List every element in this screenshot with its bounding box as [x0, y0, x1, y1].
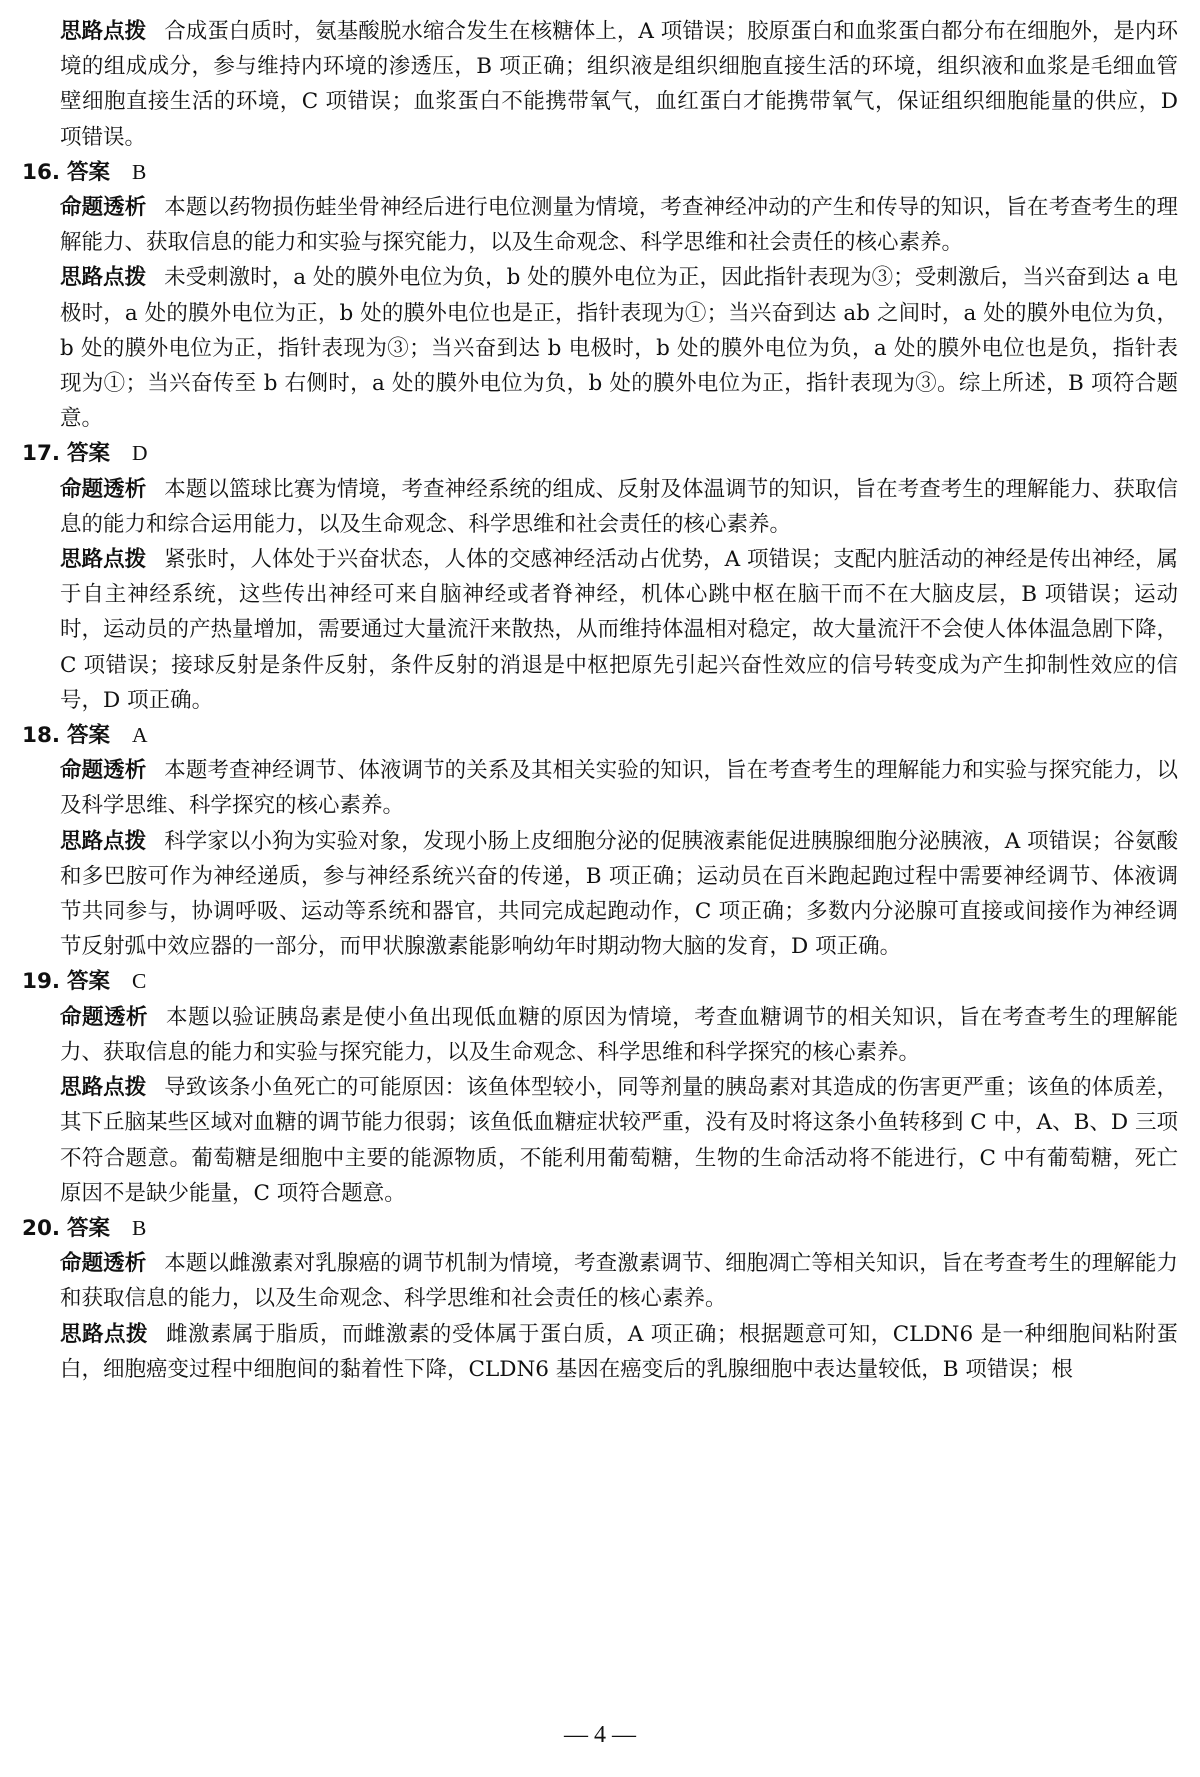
paragraph-label: 思路点拨 [60, 828, 147, 854]
answer-label: 答案 [66, 723, 110, 749]
reasoning-paragraph [60, 260, 1178, 436]
question-number: 16. [22, 159, 61, 185]
answer-label: 答案 [66, 969, 110, 995]
paragraph-text: 导致该条小鱼死亡的可能原因：该鱼体型较小，同等剂量的胰岛素对其造成的伤害更严重；该鱼的体质差，其下丘脑某些区域对血糖的调节能力很弱；该鱼低血糖症状较严重，没有及时将这条小鱼转移到 C 中，A、B、D 三项不符合题意。葡萄糖是细胞中主要的能源物质，不能利用葡萄糖，生物的生命活动将不能进行，C 中有葡萄糖，死亡原因不是缺少能量，C 项符合题意。 [60, 1075, 1178, 1206]
paragraph-text: 本题考查神经调节、体液调节的关系及其相关实验的知识，旨在考查考生的理解能力和实验与探究能力，以及科学思维、科学探究的核心素养。 [60, 758, 1178, 819]
paragraph-text: 本题以篮球比赛为情境，考查神经系统的组成、反射及体温调节的知识，旨在考查考生的理解能力、获取信息的能力和综合运用能力，以及生命观念、科学思维和社会责任的核心素养。 [60, 476, 1178, 537]
answer-line-17 [22, 436, 1178, 471]
answer-line-19 [22, 964, 1178, 999]
answer-value: B [131, 1215, 147, 1240]
reasoning-paragraph [60, 1070, 1178, 1211]
answer-value: C [131, 969, 147, 994]
paragraph-label: 命题透析 [60, 476, 147, 502]
answer-label: 答案 [66, 441, 110, 467]
paragraph-text: 本题以验证胰岛素是使小鱼出现低血糖的原因为情境，考查血糖调节的相关知识，旨在考查考生的理解能力、获取信息的能力和实验与探究能力，以及生命观念、科学思维和科学探究的核心素养。 [60, 1004, 1178, 1065]
paragraph-text: 本题以雌激素对乳腺癌的调节机制为情境，考查激素调节、细胞凋亡等相关知识，旨在考查考生的理解能力和获取信息的能力，以及生命观念、科学思维和社会责任的核心素养。 [60, 1251, 1178, 1312]
answer-value: A [131, 723, 148, 748]
question-number: 20. [22, 1215, 61, 1241]
paragraph-label: 思路点拨 [60, 547, 147, 573]
answer-line-16 [22, 155, 1178, 190]
paragraph-label: 思路点拨 [60, 19, 147, 44]
paragraph-text: 紧张时，人体处于兴奋状态，人体的交感神经活动占优势，A 项错误；支配内脏活动的神经是传出神经，属于自主神经系统，这些传出神经可来自脑神经或者脊神经，机体心跳中枢在脑干而不在大脑皮层，B 项错误；运动时，运动员的产热量增加，需要通过大量流汗来散热，从而维持体温相对稳定，故大量流汗不会使人体体温急剧下降，C 项错误；接球反射是条件反射，条件反射的消退是中枢把原先引起兴奋性效应的信号转变成为产生抑制性效应的信号，D 项正确。 [60, 547, 1179, 713]
paragraph-label: 思路点拨 [60, 265, 147, 291]
analysis-paragraph [60, 1000, 1178, 1070]
paragraph-label: 命题透析 [60, 1004, 149, 1030]
analysis-paragraph [60, 1246, 1178, 1316]
answer-line-20 [22, 1211, 1178, 1246]
question-number: 17. [22, 441, 61, 467]
reasoning-paragraph [60, 542, 1178, 718]
answer-label: 答案 [66, 1215, 110, 1241]
question-number: 19. [22, 969, 61, 995]
paragraph-label: 思路点拨 [60, 1321, 148, 1347]
answer-label: 答案 [66, 159, 110, 185]
reasoning-paragraph [60, 14, 1178, 155]
answer-value: D [131, 441, 148, 466]
paragraph-label: 思路点拨 [60, 1075, 147, 1101]
reasoning-paragraph [60, 1317, 1178, 1387]
answer-line-18 [22, 718, 1178, 753]
paragraph-label: 命题透析 [60, 195, 147, 221]
analysis-paragraph [60, 190, 1178, 260]
analysis-paragraph [60, 753, 1178, 823]
paragraph-label: 命题透析 [60, 758, 147, 784]
page-number: — 4 — [564, 1722, 636, 1748]
paragraph-label: 命题透析 [60, 1251, 147, 1277]
paragraph-text: 雌激素属于脂质，而雌激素的受体属于蛋白质，A 项正确；根据题意可知，CLDN6 是一种细胞间粘附蛋白，细胞癌变过程中细胞间的黏着性下降，CLDN6 基因在癌变后的乳腺细胞中表达量较低，B 项错误；根 [60, 1321, 1178, 1382]
paragraph-text: 合成蛋白质时，氨基酸脱水缩合发生在核糖体上，A 项错误；胶原蛋白和血浆蛋白都分布在细胞外，是内环境的组成成分，参与维持内环境的渗透压，B 项正确；组织液是组织细胞直接生活的环境，组织液和血浆是毛细血管壁细胞直接生活的环境，C 项错误；血浆蛋白不能携带氧气，血红蛋白才能携带氧气，保证组织细胞能量的供应，D 项错误。 [60, 19, 1178, 150]
question-number: 18. [22, 723, 61, 749]
analysis-paragraph [60, 472, 1178, 542]
paragraph-text: 本题以药物损伤蛙坐骨神经后进行电位测量为情境，考查神经冲动的产生和传导的知识，旨在考查考生的理解能力、获取信息的能力和实验与探究能力，以及生命观念、科学思维和社会责任的核心素养。 [60, 195, 1178, 256]
paragraph-text: 科学家以小狗为实验对象，发现小肠上皮细胞分泌的促胰液素能促进胰腺细胞分泌胰液，A 项错误；谷氨酸和多巴胺可作为神经递质，参与神经系统兴奋的传递，B 项正确；运动员在百米跑起跑过程中需要神经调节、体液调节共同参与，协调呼吸、运动等系统和器官，共同完成起跑动作，C 项正确；多数内分泌腺可直接或间接作为神经调节反射弧中效应器的一部分，而甲状腺激素能影响幼年时期动物大脑的发育，D 项正确。 [60, 828, 1178, 960]
answer-value: B [131, 159, 147, 184]
document-page [22, 14, 1178, 1387]
paragraph-text: 未受刺激时，a 处的膜外电位为负，b 处的膜外电位为正，因此指针表现为③；受刺激后，当兴奋到达 a 电极时，a 处的膜外电位为正，b 处的膜外电位也是正，指针表现为①；当兴奋到达 ab 之间时，a 处的膜外电位为负，b 处的膜外电位为正，指针表现为③；当兴奋到达 b 电极时，b 处的膜外电位为负，a 处的膜外电位也是负，指针表现为①；当兴奋传至 b 右侧时，a 处的膜外电位为负，b 处的膜外电位为正，指针表现为③。综上所述，B 项符合题意。 [60, 265, 1178, 432]
reasoning-paragraph [60, 824, 1178, 965]
